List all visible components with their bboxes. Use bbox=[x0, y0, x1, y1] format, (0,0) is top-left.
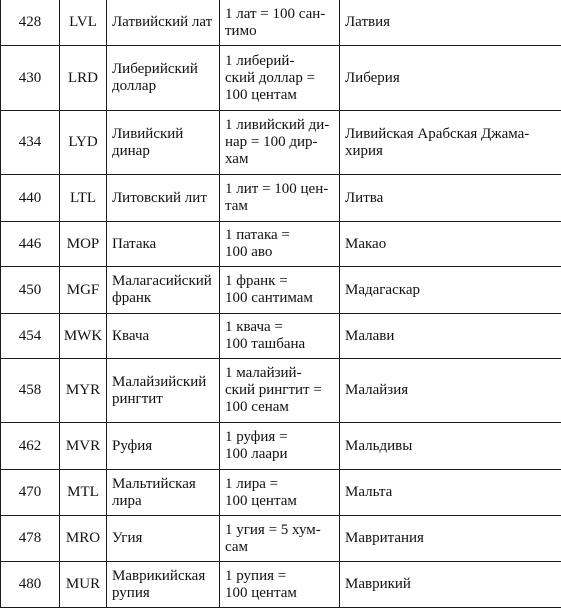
table-row bbox=[1, 111, 561, 175]
subdivision-cell bbox=[220, 562, 340, 608]
currency-name-cell-line: Маврикийская bbox=[112, 567, 206, 584]
alpha-code-cell: LYD bbox=[60, 111, 107, 175]
numeric-code-cell: 450 bbox=[1, 267, 60, 314]
currency-name-cell bbox=[107, 0, 220, 46]
subdivision-cell bbox=[220, 222, 340, 267]
country-cell-line: Макао bbox=[345, 235, 387, 252]
subdivision-cell bbox=[220, 46, 340, 111]
alpha-code-cell: LRD bbox=[60, 46, 107, 111]
subdivision-cell-line: 100 аво bbox=[225, 244, 273, 260]
numeric-code-cell: 434 bbox=[1, 111, 60, 175]
subdivision-cell-line: 1 патака = bbox=[225, 227, 290, 243]
alpha-code-cell: MUR bbox=[60, 562, 107, 608]
subdivision-cell-line: 1 лира = bbox=[225, 475, 279, 492]
currency-name-cell bbox=[107, 222, 220, 267]
table-row bbox=[1, 562, 561, 608]
subdivision-cell-line: 1 квача = bbox=[225, 319, 283, 335]
numeric-code-cell: 478 bbox=[1, 516, 60, 562]
numeric-code-cell: 440 bbox=[1, 175, 60, 222]
subdivision-cell-line: 100 центам bbox=[225, 86, 297, 103]
table-row bbox=[1, 175, 561, 222]
currency-name-cell-line: Руфия bbox=[112, 437, 153, 454]
currency-name-cell bbox=[107, 516, 220, 562]
currency-name-cell-line: Ливийский bbox=[112, 125, 184, 142]
subdivision-cell bbox=[220, 0, 340, 46]
subdivision-cell bbox=[220, 267, 340, 314]
currency-name-cell bbox=[107, 111, 220, 175]
subdivision-cell-line: 1 франк = bbox=[225, 273, 288, 289]
country-cell-line: Либерия bbox=[345, 69, 400, 86]
alpha-code-cell: MGF bbox=[60, 267, 107, 314]
currency-name-cell-line: Патака bbox=[112, 235, 157, 252]
currency-name-cell bbox=[107, 267, 220, 314]
country-cell bbox=[340, 314, 561, 359]
table-row bbox=[1, 470, 561, 516]
subdivision-cell-line: 100 сантимам bbox=[225, 290, 313, 306]
alpha-code-cell: LVL bbox=[60, 0, 107, 46]
table-row bbox=[1, 314, 561, 359]
subdivision-cell bbox=[220, 470, 340, 516]
currency-name-cell-line: Латвийский лат bbox=[112, 14, 213, 30]
subdivision-cell bbox=[220, 111, 340, 175]
table-row bbox=[1, 0, 561, 46]
alpha-code-cell: MOP bbox=[60, 222, 107, 267]
currency-name-cell-line: Малагасийский bbox=[112, 273, 212, 289]
country-cell-line: Малави bbox=[345, 327, 395, 344]
numeric-code-cell: 470 bbox=[1, 470, 60, 516]
currency-name-cell-line: Малайзийский bbox=[112, 373, 207, 390]
subdivision-cell-line: ский рингтит = bbox=[225, 382, 322, 398]
subdivision-cell-line: 1 рупия = bbox=[225, 567, 287, 584]
table-row bbox=[1, 423, 561, 470]
table-row bbox=[1, 359, 561, 423]
currency-name-cell-line: лира bbox=[112, 492, 142, 509]
subdivision-cell-line: 100 ташбана bbox=[225, 336, 306, 352]
subdivision-cell bbox=[220, 516, 340, 562]
currency-name-cell-line: Либерийский bbox=[112, 61, 198, 77]
currency-name-cell-line: динар bbox=[112, 142, 150, 159]
currency-name-cell-line: рингтит bbox=[112, 390, 163, 407]
country-cell-line: Малайзия bbox=[345, 382, 409, 398]
country-cell-line: Мадагаскар bbox=[345, 281, 420, 298]
numeric-code-cell: 430 bbox=[1, 46, 60, 111]
country-cell-line: Литва bbox=[345, 189, 384, 206]
currency-name-cell-line: Литовский лит bbox=[112, 189, 207, 206]
country-cell bbox=[340, 267, 561, 314]
numeric-code-cell: 454 bbox=[1, 314, 60, 359]
alpha-code-cell: MYR bbox=[60, 359, 107, 423]
country-cell bbox=[340, 46, 561, 111]
subdivision-cell-line: 100 центам bbox=[225, 492, 297, 509]
country-cell-line: Ливийская Арабская Джама- bbox=[345, 125, 530, 142]
table-row bbox=[1, 46, 561, 111]
currency-name-cell-line: Квача bbox=[112, 327, 150, 344]
currency-name-cell-line: Мальтийская bbox=[112, 475, 196, 492]
currency-name-cell bbox=[107, 314, 220, 359]
subdivision-cell bbox=[220, 359, 340, 423]
currency-name-cell bbox=[107, 423, 220, 470]
alpha-code-cell: MVR bbox=[60, 423, 107, 470]
currency-name-cell-line: рупия bbox=[112, 584, 150, 601]
country-cell bbox=[340, 359, 561, 423]
country-cell bbox=[340, 175, 561, 222]
country-cell-line: Маврикий bbox=[345, 576, 411, 592]
subdivision-cell-line: 100 лаари bbox=[225, 446, 288, 462]
subdivision-cell-line: 1 лит = 100 цен- bbox=[225, 181, 329, 197]
currency-name-cell bbox=[107, 359, 220, 423]
country-cell bbox=[340, 222, 561, 267]
alpha-code-cell: MTL bbox=[60, 470, 107, 516]
currency-name-cell-line: франк bbox=[112, 290, 152, 306]
numeric-code-cell: 428 bbox=[1, 0, 60, 46]
subdivision-cell-line: хам bbox=[225, 151, 249, 167]
numeric-code-cell: 462 bbox=[1, 423, 60, 470]
subdivision-cell-line: 1 руфия = bbox=[225, 429, 288, 445]
table-row bbox=[1, 516, 561, 562]
numeric-code-cell: 480 bbox=[1, 562, 60, 608]
country-cell bbox=[340, 423, 561, 470]
alpha-code-cell: MRO bbox=[60, 516, 107, 562]
subdivision-cell-line: тимо bbox=[225, 22, 257, 39]
currency-name-cell bbox=[107, 46, 220, 111]
subdivision-cell-line: 100 сенам bbox=[225, 399, 289, 415]
country-cell-line: Латвия bbox=[345, 14, 391, 30]
subdivision-cell-line: 1 ливийский ди- bbox=[225, 117, 330, 133]
subdivision-cell-line: сам bbox=[225, 538, 248, 555]
alpha-code-cell: MWK bbox=[60, 314, 107, 359]
numeric-code-cell: 446 bbox=[1, 222, 60, 267]
country-cell-line: хирия bbox=[345, 142, 383, 159]
subdivision-cell bbox=[220, 314, 340, 359]
country-cell-line: Мальдивы bbox=[345, 437, 413, 454]
subdivision-cell-line: нар = 100 дир- bbox=[225, 134, 318, 150]
currency-name-cell bbox=[107, 470, 220, 516]
subdivision-cell bbox=[220, 175, 340, 222]
country-cell bbox=[340, 111, 561, 175]
subdivision-cell-line: 1 либерий- bbox=[225, 52, 295, 69]
subdivision-cell-line: ский доллар = bbox=[225, 69, 316, 86]
country-cell bbox=[340, 0, 561, 46]
subdivision-cell-line: 1 лат = 100 сан- bbox=[225, 5, 326, 22]
alpha-code-cell: LTL bbox=[60, 175, 107, 222]
country-cell bbox=[340, 516, 561, 562]
country-cell-line: Мавритания bbox=[345, 530, 424, 546]
subdivision-cell-line: 1 малайзий- bbox=[225, 365, 302, 381]
subdivision-cell-line: там bbox=[225, 198, 248, 214]
table-row bbox=[1, 222, 561, 267]
subdivision-cell-line: 1 угия = 5 хум- bbox=[225, 521, 321, 538]
currency-name-cell bbox=[107, 175, 220, 222]
country-cell bbox=[340, 470, 561, 516]
currency-table-body bbox=[1, 0, 561, 608]
currency-name-cell bbox=[107, 562, 220, 608]
subdivision-cell bbox=[220, 423, 340, 470]
currency-name-cell-line: Угия bbox=[112, 530, 143, 546]
country-cell bbox=[340, 562, 561, 608]
subdivision-cell-line: 100 центам bbox=[225, 584, 297, 601]
table-row bbox=[1, 267, 561, 314]
numeric-code-cell: 458 bbox=[1, 359, 60, 423]
country-cell-line: Мальта bbox=[345, 484, 393, 500]
currency-name-cell-line: доллар bbox=[112, 78, 157, 94]
